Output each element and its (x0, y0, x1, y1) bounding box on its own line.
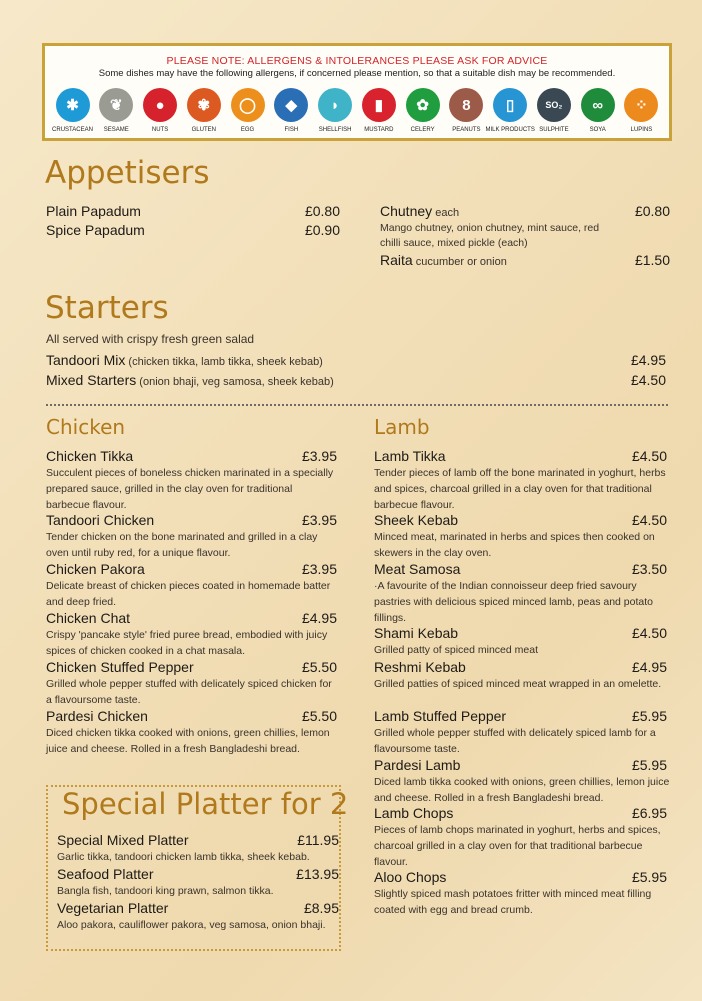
menu-item (46, 561, 337, 577)
item-price: £5.95 (631, 708, 667, 724)
menu-item (46, 222, 340, 238)
allergen-label: EGG (240, 127, 255, 133)
fish-icon: ◆ (274, 88, 308, 122)
allergen-item (182, 88, 225, 133)
item-description: Bangla fish, tandoori king prawn, salmon tikka. (57, 885, 274, 897)
menu-item (374, 869, 667, 885)
item-price: £4.50 (631, 512, 667, 528)
allergen-item (401, 88, 444, 133)
lupins-icon: ⁘ (624, 88, 658, 122)
starters-heading: Starters (45, 290, 169, 326)
allergen-label: PEANUTS (452, 127, 481, 133)
item-description: ·A favourite of the Indian connoisseur deep fried savoury pastries with delicious spiced minced lamb, peas and potato fillings. (374, 580, 653, 624)
allergen-label: GLUTEN (191, 127, 216, 133)
allergen-item (51, 88, 94, 133)
item-name: Vegetarian Platter (57, 900, 169, 916)
item-qualifier: each (432, 207, 460, 219)
item-price: £4.95 (631, 659, 667, 675)
sulphite-icon: SO₂ (537, 88, 571, 122)
allergen-label: FISH (284, 127, 299, 133)
item-description: Mango chutney, onion chutney, mint sauce, red chilli sauce, mixed pickle (each) (380, 222, 600, 249)
item-price: £5.50 (301, 659, 337, 675)
item-name-group (46, 372, 334, 390)
item-description: Aloo pakora, cauliflower pakora, veg samosa, onion bhaji. (57, 919, 326, 931)
platter-heading: Special Platter for 2 (62, 787, 349, 821)
menu-item (46, 610, 337, 626)
item-description: Tender pieces of lamb off the bone marinated in yoghurt, herbs and spices, charcoal grilled in a clay oven for that traditional barbecue flavour. (374, 467, 666, 511)
allergen-label: MUSTARD (364, 127, 394, 133)
menu-item (374, 561, 667, 577)
soya-icon: ∞ (581, 88, 615, 122)
menu-item (380, 252, 670, 270)
lamb-heading: Lamb (374, 415, 430, 439)
menu-item (374, 659, 667, 675)
menu-item (374, 757, 667, 773)
item-name-group (380, 203, 459, 221)
milk-icon: ▯ (493, 88, 527, 122)
allergen-label: CELERY (410, 127, 435, 133)
item-price: £3.95 (301, 512, 337, 528)
menu-item (374, 625, 667, 641)
item-description: Diced lamb tikka cooked with onions, green chillies, lemon juice and cheese. Rolled in a fresh Bangladeshi bread. (374, 776, 670, 804)
item-description: Slightly spiced mash potatoes fritter with minced meat filling coated with egg and bread crumb. (374, 888, 652, 916)
item-name: Raita (380, 252, 413, 268)
menu-item (374, 805, 667, 821)
allergen-item (532, 88, 575, 133)
appetisers-heading: Appetisers (45, 155, 210, 191)
item-price: £4.50 (630, 372, 666, 388)
allergen-label: LUPINS (630, 127, 653, 133)
egg-icon: ◯ (231, 88, 265, 122)
item-name: Sheek Kebab (374, 512, 459, 528)
item-name: Chicken Tikka (46, 448, 134, 464)
item-price: £5.50 (301, 708, 337, 724)
menu-item (57, 900, 339, 916)
gluten-icon: ✾ (187, 88, 221, 122)
item-price: £6.95 (631, 805, 667, 821)
item-qualifier: cucumber or onion (412, 256, 507, 268)
item-price: £0.80 (304, 203, 340, 219)
item-name: Pardesi Lamb (374, 757, 461, 773)
item-description: Grilled patty of spiced minced meat (374, 644, 538, 656)
item-description: Pieces of lamb chops marinated in yoghurt, herbs and spices, charcoal grilled in a clay oven for that traditional barbecue flavour. (374, 824, 661, 868)
item-price: £4.50 (631, 448, 667, 464)
allergen-notice (42, 43, 672, 141)
starters-intro: All served with crispy fresh green salad (46, 332, 255, 346)
allergen-item (357, 88, 400, 133)
menu-item (374, 708, 667, 724)
section-divider (46, 404, 668, 406)
item-name: Seafood Platter (57, 866, 154, 882)
item-name: Shami Kebab (374, 625, 459, 641)
menu-item (374, 448, 667, 464)
item-price: £13.95 (296, 866, 339, 882)
item-price: £1.50 (634, 252, 670, 268)
allergen-item (445, 88, 488, 133)
item-detail: (chicken tikka, lamb tikka, sheek kebab) (125, 356, 323, 368)
menu-item (57, 832, 339, 848)
allergen-item (95, 88, 138, 133)
item-name: Aloo Chops (374, 869, 447, 885)
item-name: Chicken Stuffed Pepper (46, 659, 194, 675)
menu-item (46, 352, 666, 370)
item-price: £4.50 (631, 625, 667, 641)
item-price: £4.95 (630, 352, 666, 368)
allergen-label: SESAME (103, 127, 129, 133)
item-name: Special Mixed Platter (57, 832, 189, 848)
menu-item (57, 866, 339, 882)
item-description: Minced meat, marinated in herbs and spices then cooked on skewers in the clay oven. (374, 531, 655, 559)
item-price: £0.80 (634, 203, 670, 219)
mustard-icon: ▮ (362, 88, 396, 122)
item-name: Plain Papadum (46, 203, 141, 219)
allergen-icons (51, 88, 663, 133)
allergen-item (314, 88, 357, 133)
item-name: Lamb Tikka (374, 448, 446, 464)
item-name: Reshmi Kebab (374, 659, 466, 675)
item-name: Pardesi Chicken (46, 708, 148, 724)
chicken-heading: Chicken (46, 415, 126, 439)
shellfish-icon: ◗ (318, 88, 352, 122)
item-description: Grilled whole pepper stuffed with delicately spiced chicken for a flavoursome taste. (46, 678, 332, 706)
item-name: Lamb Chops (374, 805, 454, 821)
menu-item (46, 659, 337, 675)
menu-item (46, 372, 666, 390)
item-name: Lamb Stuffed Pepper (374, 708, 507, 724)
menu-item (46, 512, 337, 528)
item-name: Chutney (380, 203, 433, 219)
item-description: Grilled whole pepper stuffed with delicately spiced lamb for a flavoursome taste. (374, 727, 656, 755)
item-name: Meat Samosa (374, 561, 461, 577)
allergen-item (139, 88, 182, 133)
item-description: Garlic tikka, tandoori chicken lamb tikka, sheek kebab. (57, 851, 310, 863)
item-name: Tandoori Chicken (46, 512, 155, 528)
allergen-item (620, 88, 663, 133)
item-description: Succulent pieces of boneless chicken marinated in a specially prepared sauce, grilled in the clay oven for traditional barbecue flavour. (46, 467, 334, 511)
item-name: Chicken Chat (46, 610, 131, 626)
nuts-icon: ● (143, 88, 177, 122)
allergen-label: NUTS (151, 127, 169, 133)
item-price: £11.95 (297, 832, 339, 848)
allergen-item (226, 88, 269, 133)
crustacean-icon: ✱ (56, 88, 90, 122)
peanuts-icon: 8 (449, 88, 483, 122)
item-description: Crispy 'pancake style' fried puree bread, embodied with juicy spices of chicken cooked in a chat masala. (46, 629, 328, 657)
item-detail: (onion bhaji, veg samosa, sheek kebab) (136, 376, 334, 388)
item-description: Delicate breast of chicken pieces coated in homemade batter and deep fried. (46, 580, 331, 608)
item-description: Grilled patties of spiced minced meat wrapped in an omelette. (374, 678, 662, 690)
allergen-item (485, 88, 535, 133)
allergen-title: PLEASE NOTE: ALLERGENS & INTOLERANCES PLEASE ASK FOR ADVICE (166, 55, 548, 67)
item-name: Spice Papadum (46, 222, 145, 238)
item-name: Mixed Starters (46, 372, 137, 388)
allergen-label: SHELLFISH (318, 127, 352, 133)
allergen-item (576, 88, 619, 133)
item-price: £5.95 (631, 869, 667, 885)
celery-icon: ✿ (406, 88, 440, 122)
item-price: £4.95 (301, 610, 337, 626)
item-price: £5.95 (631, 757, 667, 773)
menu-item (46, 708, 337, 724)
allergen-label: SULPHITE (539, 127, 569, 133)
menu-item (46, 203, 340, 219)
item-name-group (380, 252, 507, 270)
item-name: Tandoori Mix (46, 352, 126, 368)
item-description: Tender chicken on the bone marinated and grilled in a clay oven until ruby red, for a unique flavour. (46, 531, 318, 559)
sesame-icon: ❦ (99, 88, 133, 122)
item-price: £8.95 (303, 900, 339, 916)
item-name: Chicken Pakora (46, 561, 145, 577)
menu-item (46, 448, 337, 464)
allergen-label: CRUSTACEAN (52, 127, 93, 133)
item-price: £3.95 (301, 448, 337, 464)
allergen-subtitle: Some dishes may have the following allergens, if concerned please mention, so that a suitable dish may be recommended. (98, 68, 616, 79)
item-description: Diced chicken tikka cooked with onions, green chillies, lemon juice and cheese. Rolled in a fresh Bangladeshi bread. (46, 727, 330, 755)
allergen-label: MILK PRODUCTS (485, 127, 535, 133)
allergen-label: SOYA (589, 127, 606, 133)
item-price: £3.50 (631, 561, 667, 577)
item-price: £3.95 (301, 561, 337, 577)
menu-item (374, 512, 667, 528)
item-price: £0.90 (304, 222, 340, 238)
allergen-item (270, 88, 313, 133)
item-name-group (46, 352, 323, 370)
menu-item (380, 203, 670, 221)
